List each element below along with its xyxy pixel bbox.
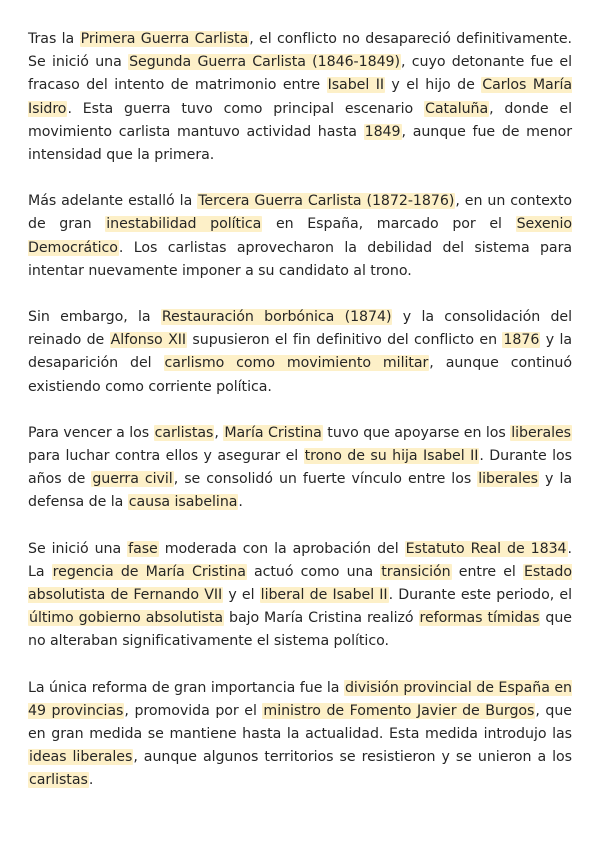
text-run: actuó como una xyxy=(246,563,381,580)
highlighted-term: 1876 xyxy=(503,332,540,349)
highlighted-term: carlistas xyxy=(154,424,214,441)
highlighted-term: causa isabelina xyxy=(128,494,238,511)
highlighted-term: Restauración borbónica (1874) xyxy=(161,309,392,326)
text-run: , donde el movimiento carlista mantuvo actividad hasta xyxy=(28,100,572,140)
text-run: y la consolidación del reinado de xyxy=(28,309,572,349)
text-run: y la desaparición del xyxy=(28,332,572,372)
text-run: . Esta guerra tuvo como principal escenario xyxy=(67,100,425,117)
highlighted-term: Tercera Guerra Carlista (1872-1876) xyxy=(198,193,455,210)
text-run: y la defensa de la xyxy=(28,471,572,511)
text-run: , se consolidó un fuerte vínculo entre los xyxy=(173,471,478,488)
text-run: para luchar contra ellos y asegurar el xyxy=(28,448,304,465)
text-run: , xyxy=(214,424,224,441)
text-run: . xyxy=(238,494,243,511)
text-run: entre el xyxy=(451,563,523,580)
highlighted-term: liberales xyxy=(511,424,572,441)
paragraph-maria-cristina-liberales xyxy=(28,422,572,515)
text-run: y el hijo de xyxy=(384,77,482,94)
highlighted-term: inestabilidad política xyxy=(106,216,262,233)
paragraph-segunda-guerra-carlista xyxy=(28,28,572,167)
text-run: en España, marcado por el xyxy=(262,216,516,233)
highlighted-term: carlistas xyxy=(29,772,88,789)
highlighted-term: guerra civil xyxy=(92,471,173,488)
paragraph-division-provincial xyxy=(28,677,572,793)
text-run: Tras la xyxy=(28,31,80,47)
text-run: , el conflicto no desapareció definitivamente. Se inició una xyxy=(28,31,572,71)
highlighted-term: Estado absolutista de Fernando VII xyxy=(28,563,572,604)
text-run: bajo María Cristina realizó xyxy=(224,610,419,627)
highlighted-term: división provincial de España en 49 provincias xyxy=(28,679,572,719)
text-run: que no alteraban significativamente el sistema político. xyxy=(28,610,572,650)
text-run: . Los carlistas aprovecharon la debilidad del sistema para intentar nuevamente imponer a su candidato al trono. xyxy=(28,239,572,279)
paragraph-restauracion-borbonica xyxy=(28,306,572,399)
text-run: supusieron el fin definitivo del conflicto en xyxy=(187,332,503,349)
text-run: , aunque continuó existiendo como corriente política. xyxy=(28,355,572,395)
text-run: , aunque algunos territorios se resistieron y se unieron a los xyxy=(133,749,572,766)
highlighted-term: Primera Guerra Carlista xyxy=(80,31,249,47)
text-run: . Durante los años de xyxy=(28,448,573,488)
highlighted-term: transición xyxy=(381,563,451,580)
text-run: y el xyxy=(223,587,260,604)
text-run: , aunque fue de menor intensidad que la primera. xyxy=(28,123,572,164)
text-run: Para vencer a los xyxy=(28,424,154,441)
text-run: . xyxy=(88,772,94,789)
highlighted-term: Sexenio Democrático xyxy=(28,216,573,256)
text-run: moderada con la aprobación del xyxy=(158,540,405,557)
paragraph-estatuto-real xyxy=(28,538,572,654)
text-run: Más adelante estalló la xyxy=(28,193,198,210)
paragraph-tercera-guerra-carlista xyxy=(28,190,572,283)
highlighted-term: Carlos María Isidro xyxy=(28,77,572,117)
highlighted-term: ministro de Fomento Javier de Burgos xyxy=(263,702,535,719)
text-run: , en un contexto de gran xyxy=(28,193,573,233)
highlighted-term: Cataluña xyxy=(425,100,489,117)
highlighted-term: fase xyxy=(128,540,158,557)
text-run: Se inició una xyxy=(28,540,128,557)
highlighted-term: regencia de María Cristina xyxy=(52,563,246,580)
text-run: , que en gran medida se mantiene hasta la actualidad. Esta medida introdujo las xyxy=(28,702,572,743)
highlighted-term: liberales xyxy=(478,471,538,488)
text-run: tuvo que apoyarse en los xyxy=(322,424,511,441)
highlighted-term: trono de su hija Isabel II xyxy=(304,448,479,465)
highlighted-term: ideas liberales xyxy=(29,749,133,766)
text-run: La única reforma de gran importancia fue la xyxy=(28,679,344,696)
highlighted-term: último gobierno absolutista xyxy=(29,610,224,627)
text-run: . La xyxy=(28,540,572,580)
highlighted-term: reformas tímidas xyxy=(419,610,540,627)
highlighted-term: Segunda Guerra Carlista (1846-1849) xyxy=(129,54,401,71)
highlighted-term: carlismo como movimiento militar xyxy=(164,355,429,372)
highlighted-term: Alfonso XII xyxy=(110,332,187,349)
text-run: , cuyo detonante fue el fracaso del intento de matrimonio entre xyxy=(28,54,572,94)
highlighted-term: María Cristina xyxy=(224,424,322,441)
text-run: Sin embargo, la xyxy=(28,309,161,326)
text-run: . Durante este periodo, el xyxy=(388,587,572,604)
highlighted-term: liberal de Isabel II xyxy=(260,587,388,604)
highlighted-term: 1849 xyxy=(364,123,401,140)
highlighted-term: Isabel II xyxy=(327,77,384,94)
text-run: , promovida por el xyxy=(124,702,263,719)
highlighted-term: Estatuto Real de 1834 xyxy=(405,540,567,557)
